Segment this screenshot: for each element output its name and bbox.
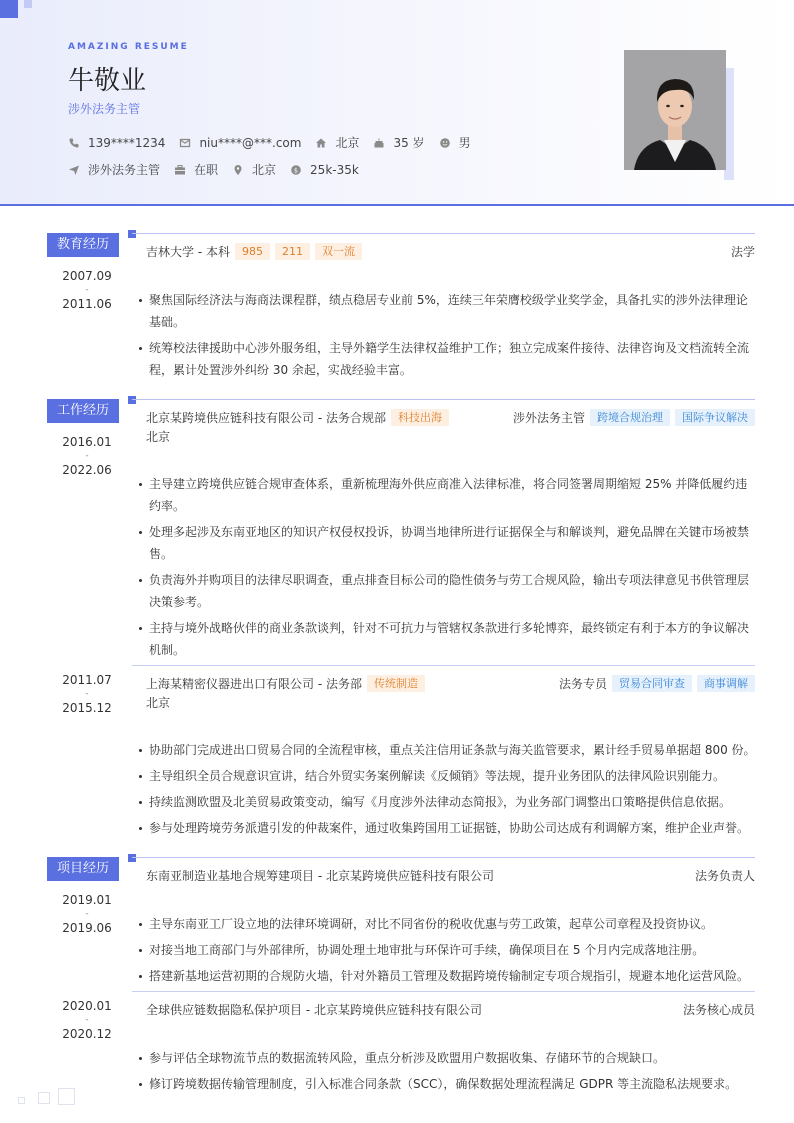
hometown-text: 北京: [335, 136, 360, 150]
section-title-work: 工作经历: [47, 399, 119, 423]
profile-photo: [624, 50, 726, 170]
send-icon: [68, 164, 80, 176]
list-item: 主导建立跨境供应链合规审查体系，重新梳理海外供应商准入法律标准，将合同签署周期缩短 25% 并降低履约违约率。: [138, 473, 756, 517]
project-date: [40, 888, 134, 940]
work-date: [40, 430, 134, 482]
end-date: 2022.06: [62, 463, 112, 477]
work-location: 北京: [146, 696, 171, 710]
contact-row: [68, 134, 485, 151]
section-marker: [128, 230, 136, 238]
date-separator: -: [85, 909, 89, 919]
info-location: [232, 161, 276, 178]
date-separator: -: [85, 689, 89, 699]
job-title: 涉外法务主管: [68, 102, 141, 116]
candidate-name: 牛敬业: [68, 66, 147, 96]
list-item: 主导组织全员合规意识宣讲，结合外贸实务案例解读《反倾销》等法规，提升业务团队的法律风险识别能力。: [138, 765, 756, 787]
school-name: 吉林大学 - 本科: [146, 244, 230, 259]
entry-divider: [132, 991, 755, 992]
list-item: 修订跨境数据传输管理制度，引入标准合同条款（SCC），确保数据处理流程满足 GDPR 等主流隐私法规要求。: [138, 1073, 756, 1095]
info-phone: [68, 136, 165, 150]
school-tag: 985: [235, 243, 270, 260]
project-name: 东南亚制造业基地合规筹建项目 - 北京某跨境供应链科技有限公司: [146, 868, 494, 883]
list-item: 参与处理跨境劳务派遣引发的仲裁案件，通过收集跨国用工证据链，协助公司达成有利调解方案，维护企业声誉。: [138, 817, 756, 839]
decor-square: [18, 1097, 25, 1104]
date-separator: -: [85, 285, 89, 295]
end-date: 2019.06: [62, 921, 112, 935]
status-text: 在职: [194, 163, 219, 177]
target-role-text: 涉外法务主管: [88, 163, 161, 177]
tagline: AMAZING RESUME: [68, 42, 189, 52]
project-role: 法务负责人: [694, 868, 755, 883]
list-item: 统筹校法律援助中心涉外服务组，主导外籍学生法律权益维护工作；独立完成案件接待、法律咨询及文档流转全流程，累计处置涉外纠纷 30 余起，实战经验丰富。: [138, 337, 756, 381]
info-age: [373, 134, 424, 151]
project-name: 全球供应链数据隐私保护项目 - 北京某跨境供应链科技有限公司: [146, 1002, 482, 1017]
work-entry-header: [146, 407, 755, 427]
company-name: 上海某精密仪器进出口有限公司 - 法务部: [146, 676, 362, 691]
start-date: 2019.01: [62, 893, 112, 907]
end-date: 2011.06: [62, 297, 112, 311]
location-text: 北京: [252, 163, 277, 177]
section-marker: [128, 396, 136, 404]
skill-tag: 国际争议解决: [675, 409, 755, 426]
school-tag: 211: [275, 243, 310, 260]
location-pin-icon: [232, 164, 244, 176]
industry-tag: 科技出海: [391, 409, 449, 426]
list-item: 参与评估全球物流节点的数据流转风险，重点分析涉及欧盟用户数据收集、存储环节的合规缺口。: [138, 1047, 756, 1069]
skill-tag: 跨境合规治理: [590, 409, 670, 426]
industry-tag: 传统制造: [367, 675, 425, 692]
list-item: 负责海外并购项目的法律尽职调查，重点排查目标公司的隐性债务与劳工合规风险，输出专项法律意见书供管理层决策参考。: [138, 569, 756, 613]
project-date: [40, 994, 134, 1046]
list-item: 对接当地工商部门与外部律所，协调处理土地审批与环保许可手续，确保项目在 5 个月内完成落地注册。: [138, 939, 756, 961]
svg-text:$: $: [293, 165, 299, 174]
school-tag: 双一流: [315, 243, 362, 260]
section-title-projects: 项目经历: [47, 857, 119, 881]
info-gender: [439, 134, 471, 151]
status-row: [68, 161, 373, 178]
decor-square: [58, 1088, 75, 1105]
skill-tag: 贸易合同审查: [612, 675, 692, 692]
decor-square: [24, 0, 32, 8]
job-role: 法务专员: [558, 676, 607, 691]
phone-text: 139****1234: [88, 135, 166, 150]
project-entry-header: [146, 865, 755, 885]
age-text: 35 岁: [393, 136, 425, 150]
briefcase-icon: [174, 164, 186, 176]
salary-icon: [290, 164, 302, 176]
start-date: 2020.01: [62, 999, 112, 1013]
list-item: 协助部门完成进出口贸易合同的全流程审核，重点关注信用证条款与海关监管要求，累计经手贸易单据超 800 份。: [138, 739, 756, 761]
email-text: niu****@***.com: [199, 135, 302, 150]
date-separator: -: [85, 451, 89, 461]
end-date: 2020.12: [62, 1027, 112, 1041]
start-date: 2016.01: [62, 435, 112, 449]
avatar: [624, 50, 726, 170]
skill-tag: 商事调解: [697, 675, 755, 692]
section-marker: [128, 854, 136, 862]
work-bullets: [138, 739, 756, 843]
start-date: 2011.07: [62, 673, 112, 687]
education-date: [40, 264, 134, 316]
work-entry-header: [146, 673, 755, 693]
info-email: [179, 136, 301, 150]
entry-divider: [132, 665, 755, 666]
info-hometown: [315, 134, 359, 151]
list-item: 主持与境外战略伙伴的商业条款谈判，针对不可抗力与管辖权条款进行多轮博弈，最终锁定有利于本方的争议解决机制。: [138, 617, 756, 661]
project-entry-header: [146, 999, 755, 1019]
education-entry-header: [146, 241, 755, 261]
project-bullets: [138, 913, 756, 991]
section-divider: [132, 399, 755, 400]
home-icon: [315, 137, 327, 149]
resume-header: [0, 0, 794, 206]
decor-square: [38, 1092, 50, 1104]
info-target-role: [68, 161, 160, 178]
section-divider: [132, 233, 755, 234]
list-item: 处理多起涉及东南亚地区的知识产权侵权投诉，协调当地律所进行证据保全与和解谈判，避免品牌在关键市场被禁售。: [138, 521, 756, 565]
phone-icon: [68, 137, 80, 149]
list-item: 搭建新基地运营初期的合规防火墙，针对外籍员工管理及数据跨境传输制定专项合规指引，规避本地化运营风险。: [138, 965, 756, 987]
work-bullets: [138, 473, 756, 665]
info-status: [174, 161, 218, 178]
info-salary: [290, 163, 359, 177]
cake-icon: [373, 137, 385, 149]
work-location: 北京: [146, 430, 171, 444]
list-item: 主导东南亚工厂设立地的法律环境调研，对比不同省份的税收优惠与劳工政策，起草公司章程及投资协议。: [138, 913, 756, 935]
education-bullets: [138, 289, 756, 385]
section-title-education: 教育经历: [47, 233, 119, 257]
major: 法学: [730, 244, 755, 259]
gender-icon: [439, 137, 451, 149]
salary-text: 25k-35k: [310, 162, 359, 177]
list-item: 持续监测欧盟及北美贸易政策变动，编写《月度涉外法律动态简报》，为业务部门调整出口策略提供信息依据。: [138, 791, 756, 813]
gender-text: 男: [458, 136, 471, 150]
date-separator: -: [85, 1015, 89, 1025]
project-bullets: [138, 1047, 756, 1099]
decor-square: [0, 0, 18, 18]
end-date: 2015.12: [62, 701, 112, 715]
work-date: [40, 668, 134, 720]
mail-icon: [179, 137, 191, 149]
job-role: 涉外法务主管: [512, 410, 585, 425]
company-name: 北京某跨境供应链科技有限公司 - 法务合规部: [146, 410, 386, 425]
project-role: 法务核心成员: [682, 1002, 755, 1017]
start-date: 2007.09: [62, 269, 112, 283]
section-divider: [132, 857, 755, 858]
list-item: 聚焦国际经济法与海商法课程群，绩点稳居专业前 5%，连续三年荣膺校级学业奖学金，具备扎实的涉外法律理论基础。: [138, 289, 756, 333]
